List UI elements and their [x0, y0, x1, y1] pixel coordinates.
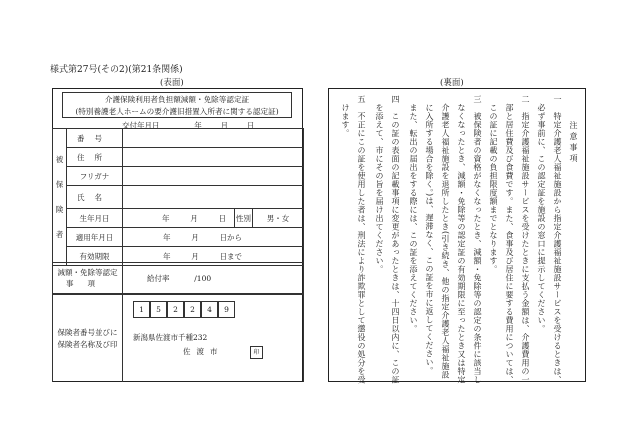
number-field[interactable] — [123, 129, 304, 148]
insurer-address: 新潟県佐渡市千種232 — [133, 333, 208, 342]
name-row — [53, 186, 304, 209]
insurer-seal: 印 — [250, 346, 263, 359]
note-column: 必ず事前に、この認定証を施設の窓口に提示してください。 — [537, 95, 546, 333]
note-column: 一 特定介護老人福祉施設から指定介護福祉施設サービスを受けるときは、 — [553, 95, 562, 384]
furigana-label: フリガナ — [67, 167, 123, 186]
note-column: 二 指定介護福祉施設サービスを受けたときに支払う金額は、介護費用の一 — [521, 95, 530, 384]
number-label: 番号 — [67, 129, 123, 148]
address-label: 住所 — [67, 148, 123, 167]
back-side-label: (裏面) — [440, 78, 464, 88]
birthdate-label: 生年月日 — [67, 209, 123, 228]
number-row — [53, 129, 304, 148]
applicable-date-row — [53, 228, 304, 247]
note-column: なくなったとき、減額・免除等の認定証の有効期限に至ったとき又は特定 — [457, 95, 466, 384]
address-row — [53, 148, 304, 167]
note-column: 部と居住費及び食費です。また、食事及び居住に要する費用については、 — [505, 95, 514, 384]
benefit-rate-value: /100 — [194, 273, 212, 283]
issue-date-year: 年 — [194, 121, 202, 130]
issue-date-label: 交付年月日 — [122, 121, 160, 130]
insurer-number-digit: 9 — [218, 301, 235, 318]
birthdate-field[interactable]: 年 月 日 — [123, 209, 235, 228]
note-column: 四 この証の表面の記載事項に変更があったときは、十四日以内に、この証 — [391, 95, 400, 384]
insurer-number-digit: 4 — [201, 301, 218, 318]
form-number: 様式第27号(その2)(第21条関係) — [50, 65, 183, 75]
insured-table — [52, 128, 304, 266]
sex-field[interactable]: 男・女 — [253, 209, 304, 228]
insurer-name: 佐渡市 — [183, 347, 224, 356]
benefit-rate-field[interactable] — [123, 263, 304, 294]
insured-label: 被 保 険 者 — [53, 129, 67, 266]
front-side-label: (表面) — [160, 78, 184, 88]
name-label: 氏名 — [67, 186, 123, 209]
note-column: を添えて、市にその旨を届け出てください。 — [375, 95, 384, 274]
reduction-table — [52, 262, 304, 294]
note-column: に入所する場合を除く。)は、遅滞なく、この証を市に返してください。 — [425, 95, 434, 376]
applicable-date-field[interactable]: 年 月 日から — [123, 228, 304, 247]
note-column: また、転出の届出をする際には、この証を添えてください。 — [409, 95, 418, 333]
address-field[interactable] — [123, 148, 304, 167]
certificate-back — [328, 88, 586, 382]
reduction-label: 減額・免除等認定 事項 — [53, 263, 123, 294]
certificate-title-line2: (特別養護老人ホームの要介護旧措置入所者に関する認定証) — [75, 107, 279, 116]
valid-period-label: 有効期限 — [67, 247, 123, 266]
certificate-title — [62, 92, 292, 118]
insurer-field — [123, 295, 304, 383]
notes-heading: 注意事項 — [569, 121, 578, 165]
issue-date-day: 日 — [246, 121, 255, 130]
insurer-number-digit: 5 — [150, 301, 167, 318]
insurer-number-digit: 1 — [133, 301, 150, 318]
note-column: 介護老人福祉施設を退所したとき(引き続き、他の指定介護老人福祉施設 — [441, 95, 450, 380]
insurer-number — [133, 301, 303, 318]
insurer-table — [52, 294, 304, 382]
insurer-number-digit: 2 — [184, 301, 201, 318]
note-column: 五 不正にこの証を使用した者は、刑法により詐欺罪として懲役の処分を受 — [357, 95, 366, 384]
benefit-rate-label: 給付率 — [147, 273, 170, 283]
insurer-number-digit: 2 — [167, 301, 184, 318]
furigana-row — [53, 167, 304, 186]
insurer-label: 保険者番号並びに 保険者名称及び印 — [53, 295, 123, 383]
birthdate-row — [53, 209, 304, 228]
certificate-title-line1: 介護保険利用者負担額減額・免除等認定証 — [104, 95, 250, 104]
note-column: 三 被保険者の資格がなくなったとき、減額・免除等の認定の条件に該当し — [473, 95, 482, 384]
furigana-field[interactable] — [123, 167, 304, 186]
valid-period-field[interactable]: 年 月 日まで — [123, 247, 304, 266]
issue-date-month: 月 — [220, 121, 229, 130]
note-column: この証に記載の負担限度額までとなります。 — [489, 95, 498, 274]
applicable-date-label: 適用年月日 — [67, 228, 123, 247]
sex-label: 性別 — [235, 209, 253, 228]
note-column: けます。 — [341, 95, 350, 138]
name-field[interactable] — [123, 186, 304, 209]
